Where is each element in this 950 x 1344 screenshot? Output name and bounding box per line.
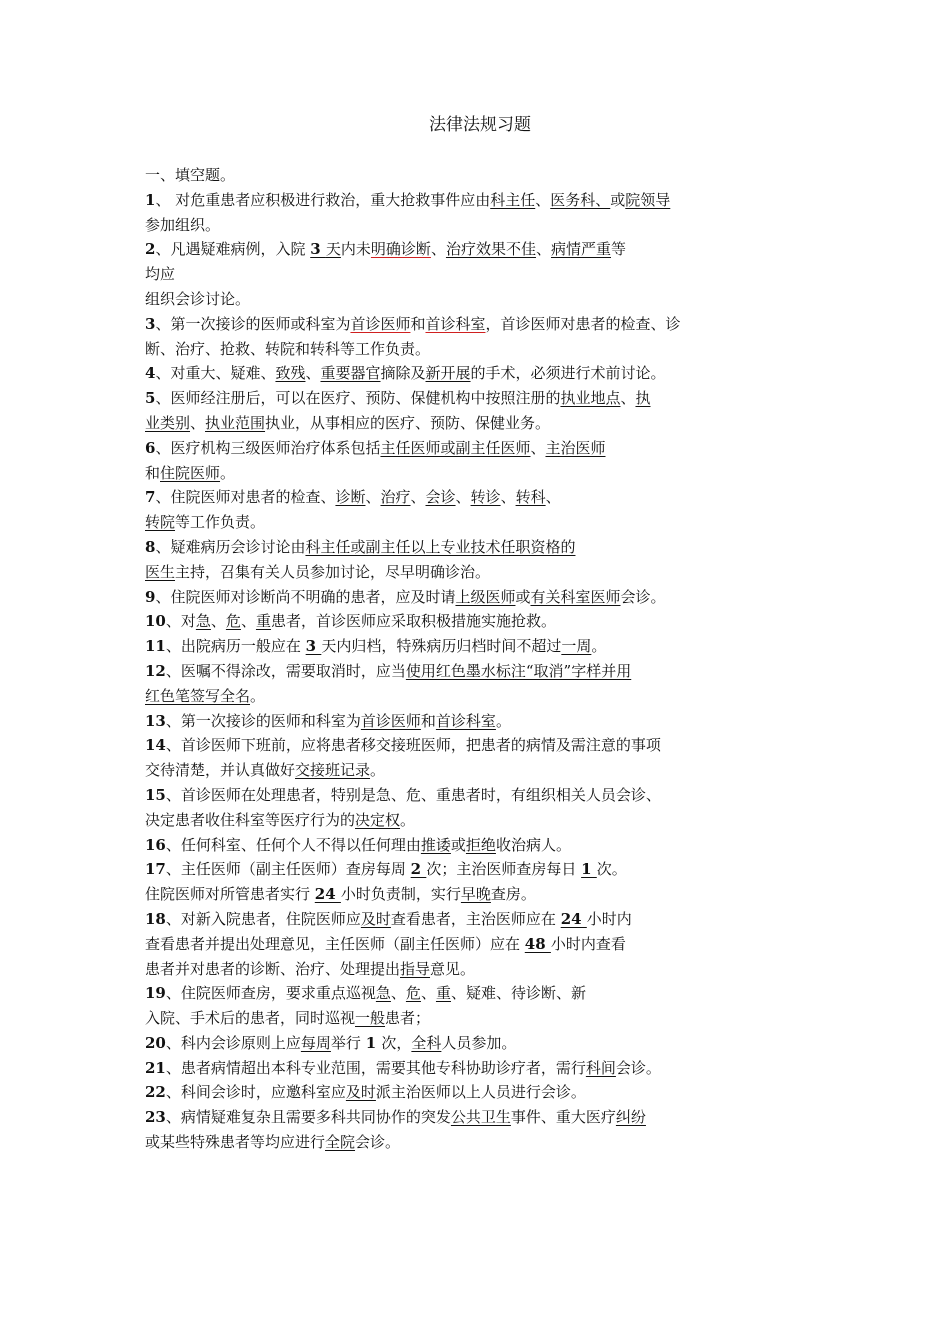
answer-blank: 2 (410, 860, 427, 879)
question-number: 3 (145, 314, 156, 333)
text-line (145, 312, 785, 337)
answer-blank: 治疗效果不佳 (445, 240, 536, 259)
text-line (145, 1105, 785, 1130)
text-segment: 。 (495, 711, 511, 730)
text-segment: 或 (450, 835, 466, 854)
text-segment: 、 (535, 240, 551, 259)
question-number: 4 (145, 364, 156, 383)
answer-blank: 明确诊断 (370, 240, 431, 259)
answer-blank: 重 (255, 612, 271, 631)
text-segment: 查看患者并提出处理意见，主任医师（副主任医师）应在 (145, 934, 525, 953)
answer-blank: 拒绝 (465, 835, 496, 854)
text-line (145, 634, 785, 659)
text-segment: 。 (591, 637, 607, 656)
text-segment: 入院、手术后的患者，同时巡视 (145, 1009, 356, 1028)
answer-blank: 重 (435, 984, 451, 1003)
text-segment: 小时内 (586, 909, 632, 928)
text-segment: 执业，从事相应的医疗、预防、保健业务。 (265, 413, 551, 432)
text-segment: 、 (455, 488, 471, 507)
text-segment: 、首诊医师在处理患者，特别是急、危、重患者时，有组织相关人员会诊、 (165, 785, 661, 804)
text-segment: 、疑难病历会诊讨论由 (155, 537, 306, 556)
text-segment: 决定患者收住科室等医疗行为的 (145, 810, 356, 829)
text-segment: 、患者病情超出本科专业范围，需要其他专科协助诊疗者，需行 (165, 1058, 586, 1077)
text-line (145, 213, 785, 238)
answer-blank: 科主任 (490, 190, 536, 209)
question-number: 22 (145, 1083, 166, 1102)
answer-blank: 新开展 (425, 364, 471, 383)
text-segment: 、 (390, 984, 406, 1003)
text-segment: 、 (365, 488, 381, 507)
text-line (145, 337, 785, 362)
text-segment: 、 (420, 984, 436, 1003)
text-line (145, 833, 785, 858)
text-segment: 次；主治医师查房每日 (426, 860, 582, 879)
answer-blank: 决定权 (355, 810, 401, 829)
text-segment: 小时内查看 (550, 934, 626, 953)
text-segment: 、住院医师对诊断尚不明确的患者，应及时请 (155, 587, 456, 606)
text-segment: 。 (250, 686, 266, 705)
text-line (145, 957, 785, 982)
text-segment: 、 (545, 488, 561, 507)
text-line (145, 783, 785, 808)
answer-blank: 一周 (561, 637, 592, 656)
text-line (145, 287, 785, 312)
answer-blank: 重要器官 (320, 364, 381, 383)
question-number: 6 (145, 438, 156, 457)
answer-blank: 医生 (145, 562, 176, 581)
question-number: 5 (145, 389, 156, 408)
answer-blank: 推诿 (420, 835, 451, 854)
text-line (145, 237, 785, 262)
text-segment: 。 (400, 810, 416, 829)
text-segment: 、出院病历一般应在 (165, 637, 306, 656)
answer-blank: 治疗 (380, 488, 411, 507)
text-segment: 参加组织。 (145, 215, 221, 234)
answer-blank: 急 (375, 984, 391, 1003)
text-line (145, 510, 785, 535)
text-line (145, 262, 785, 287)
answer-blank: 48 (524, 934, 551, 953)
answer-blank: 24 (560, 909, 587, 928)
text-segment: 派主治医师以上人员进行会诊。 (375, 1083, 586, 1102)
text-line (145, 1130, 785, 1155)
text-segment: 、 (535, 190, 551, 209)
text-segment: 和 (145, 463, 161, 482)
text-line (145, 981, 785, 1006)
question-number: 23 (145, 1108, 166, 1127)
question-number: 1 (145, 190, 156, 209)
answer-blank: 红色笔签写全名 (145, 686, 251, 705)
text-line (145, 684, 785, 709)
question-number: 8 (145, 537, 156, 556)
answer-blank: 首诊医师 (360, 711, 421, 730)
answer-blank: 执业范围 (205, 413, 266, 432)
text-line (145, 361, 785, 386)
answer-blank: 危 (225, 612, 241, 631)
answer-blank: 指导 (400, 959, 431, 978)
answer-blank: 转科 (515, 488, 546, 507)
text-line (145, 436, 785, 461)
text-segment: 、科内会诊原则上应 (165, 1033, 301, 1052)
answer-blank: 早晚 (460, 885, 491, 904)
text-segment: 、科间会诊时，应邀科室应 (165, 1083, 346, 1102)
answer-blank: 首诊科室 (435, 711, 496, 730)
text-line (145, 1056, 785, 1081)
text-line (145, 808, 785, 833)
text-segment: 断、治疗、抢救、转院和转科等工作负责。 (145, 339, 431, 358)
question-number: 17 (145, 860, 166, 879)
text-segment: 、对 (165, 612, 196, 631)
text-segment: 。 (370, 761, 386, 780)
answer-blank: 致残 (275, 364, 306, 383)
text-line (145, 857, 785, 882)
answer-blank: 及时 (345, 1083, 376, 1102)
text-segment: 均应 (145, 265, 176, 284)
answer-blank: 首诊医师 (350, 314, 411, 333)
text-line (145, 461, 785, 486)
text-segment: 、第一次接诊的医师或科室为 (155, 314, 351, 333)
answer-blank: 1 (581, 860, 597, 879)
text-line (145, 907, 785, 932)
answer-blank: 主任医师或副主任医师 (380, 438, 531, 457)
text-segment: 会诊。 (615, 1058, 661, 1077)
text-segment: 、疑难、待诊断、新 (450, 984, 586, 1003)
question-number: 2 (145, 240, 156, 259)
question-number: 18 (145, 909, 166, 928)
text-segment: 、凡遇疑难病例，入院 (155, 240, 311, 259)
text-segment: ，首诊医师对患者的检查、诊 (485, 314, 681, 333)
text-segment: 会诊。 (355, 1133, 401, 1152)
text-segment: 查看患者，主治医师应在 (390, 909, 561, 928)
text-segment: 查房。 (490, 885, 536, 904)
answer-blank: 24 (314, 885, 341, 904)
text-segment: 事件、重大医疗 (510, 1108, 616, 1127)
text-segment: 、医疗机构三级医师治疗体系包括 (155, 438, 381, 457)
answer-blank: 住院医师 (160, 463, 221, 482)
question-number: 15 (145, 785, 166, 804)
answer-blank: 科主任或副主任以上专业技术任职资格的 (305, 537, 576, 556)
text-line (145, 535, 785, 560)
answer-blank: 一般 (355, 1009, 386, 1028)
page-title: 法律法规习题 (429, 115, 531, 135)
answer-blank: 3 (310, 240, 326, 259)
question-number: 7 (145, 488, 156, 507)
answer-blank: 交接班记录 (295, 761, 371, 780)
answer-blank: 院领导 (625, 190, 671, 209)
text-segment: 收治病人。 (495, 835, 571, 854)
text-line (145, 560, 785, 585)
text-segment: 组织会诊讨论。 (145, 289, 251, 308)
text-segment: 人员参加。 (441, 1033, 517, 1052)
answer-blank: 急 (195, 612, 211, 631)
answer-blank: 转院 (145, 513, 176, 532)
text-segment: 患者，首诊医师应采取积极措施实施抢救。 (270, 612, 556, 631)
text-segment: 、医嘱不得涂改，需要取消时，应当 (165, 661, 406, 680)
answer-blank: 使用红色墨水标注“取消”字样并用 (405, 661, 632, 680)
question-number: 9 (145, 587, 156, 606)
answer-blank: 每周 (300, 1033, 331, 1052)
text-segment: 、 (410, 488, 426, 507)
text-segment: 等 (611, 240, 627, 259)
answer-blank: 及时 (360, 909, 391, 928)
question-number: 14 (145, 736, 166, 755)
text-segment: 住院医师对所管患者实行 (145, 885, 315, 904)
answer-blank: 天 (325, 240, 341, 259)
document-body (145, 163, 785, 1155)
answer-blank: 执 (635, 389, 651, 408)
text-segment: 1 (365, 1033, 382, 1052)
text-segment: 意见。 (430, 959, 476, 978)
text-line (145, 1080, 785, 1105)
answer-blank: 危 (405, 984, 421, 1003)
text-segment: 和 (420, 711, 436, 730)
text-segment: 次， (381, 1033, 412, 1052)
text-line (145, 932, 785, 957)
answer-blank: 全院 (325, 1133, 356, 1152)
text-line (145, 709, 785, 734)
text-segment: 、 对危重患者应积极进行救治，重大抢救事件应由 (155, 190, 491, 209)
answer-blank: 首诊科室 (425, 314, 486, 333)
answer-blank: 业类别 (145, 413, 191, 432)
answer-blank: 上级医师 (455, 587, 516, 606)
text-line (145, 733, 785, 758)
answer-blank: 诊断 (335, 488, 366, 507)
text-line (145, 609, 785, 634)
text-segment: 、住院医师查房，要求重点巡视 (165, 984, 376, 1003)
question-number: 21 (145, 1058, 166, 1077)
answer-blank: 3 (305, 637, 322, 656)
question-number: 13 (145, 711, 166, 730)
text-line (145, 585, 785, 610)
text-segment: 或 (610, 190, 626, 209)
answer-blank: 转诊 (470, 488, 501, 507)
text-segment: 摘除及 (380, 364, 426, 383)
text-segment: 、 (305, 364, 321, 383)
question-number: 19 (145, 984, 166, 1003)
answer-blank: 有关科室医师 (530, 587, 621, 606)
text-segment: 患者并对患者的诊断、治疗、处理提出 (145, 959, 401, 978)
question-number: 20 (145, 1033, 166, 1052)
text-segment: 、 (240, 612, 256, 631)
text-segment: 、首诊医师下班前，应将患者移交接班医师，把患者的病情及需注意的事项 (165, 736, 661, 755)
text-segment: 主持，召集有关人员参加讨论，尽早明确诊治。 (175, 562, 491, 581)
text-line (145, 188, 785, 213)
text-segment: 、 (210, 612, 226, 631)
text-line (145, 1006, 785, 1031)
text-segment: 天内归档，特殊病历归档时间不超过 (321, 637, 562, 656)
text-segment: 、 (430, 240, 446, 259)
section-heading: 一、填空题。 (145, 166, 236, 184)
text-segment: 等工作负责。 (175, 513, 266, 532)
text-line (145, 882, 785, 907)
text-segment: 、 (190, 413, 206, 432)
text-segment: 、第一次接诊的医师和科室为 (165, 711, 361, 730)
question-number: 16 (145, 835, 166, 854)
answer-blank: 公共卫生 (450, 1108, 511, 1127)
text-segment: 会诊。 (620, 587, 666, 606)
text-segment: 、任何科室、任何个人不得以任何理由 (165, 835, 421, 854)
text-segment: 交待清楚，并认真做好 (145, 761, 296, 780)
text-segment: 的手术，必须进行术前讨论。 (470, 364, 666, 383)
text-segment: 、 (530, 438, 546, 457)
question-number: 11 (145, 637, 166, 656)
question-number: 12 (145, 661, 166, 680)
text-segment: 举行 (330, 1033, 366, 1052)
text-line (145, 1031, 785, 1056)
text-segment: 、住院医师对患者的检查、 (155, 488, 336, 507)
text-segment: 或 (515, 587, 531, 606)
text-segment: 、 (620, 389, 636, 408)
answer-blank: 纠纷 (615, 1108, 646, 1127)
answer-blank: 病情严重 (550, 240, 611, 259)
answer-blank: 执业地点 (560, 389, 621, 408)
question-list (145, 188, 785, 1155)
answer-blank: 医务科、 (550, 190, 611, 209)
text-line (145, 411, 785, 436)
text-segment: 和 (410, 314, 426, 333)
text-line (145, 659, 785, 684)
text-segment: 次。 (596, 860, 627, 879)
answer-blank: 主治医师 (545, 438, 606, 457)
text-segment: 、主任医师（副主任医师）查房每周 (165, 860, 411, 879)
text-segment: 、病情疑难复杂且需要多科共同协作的突发 (165, 1108, 451, 1127)
text-line (145, 485, 785, 510)
text-segment: 、医师经注册后，可以在医疗、预防、保健机构中按照注册的 (155, 389, 561, 408)
text-segment: 、对新入院患者，住院医师应 (165, 909, 361, 928)
answer-blank: 全科 (411, 1033, 442, 1052)
text-segment: 或某些特殊患者等均应进行 (145, 1133, 326, 1152)
text-line (145, 758, 785, 783)
text-segment: 、对重大、疑难、 (155, 364, 276, 383)
text-segment: 患者； (385, 1009, 431, 1028)
text-segment: 内未 (340, 240, 371, 259)
text-segment: 。 (220, 463, 236, 482)
question-number: 10 (145, 612, 166, 631)
answer-blank: 会诊 (425, 488, 456, 507)
text-segment: 、 (500, 488, 516, 507)
text-line (145, 386, 785, 411)
text-segment: 小时负责制，实行 (340, 885, 461, 904)
answer-blank: 科间 (585, 1058, 616, 1077)
